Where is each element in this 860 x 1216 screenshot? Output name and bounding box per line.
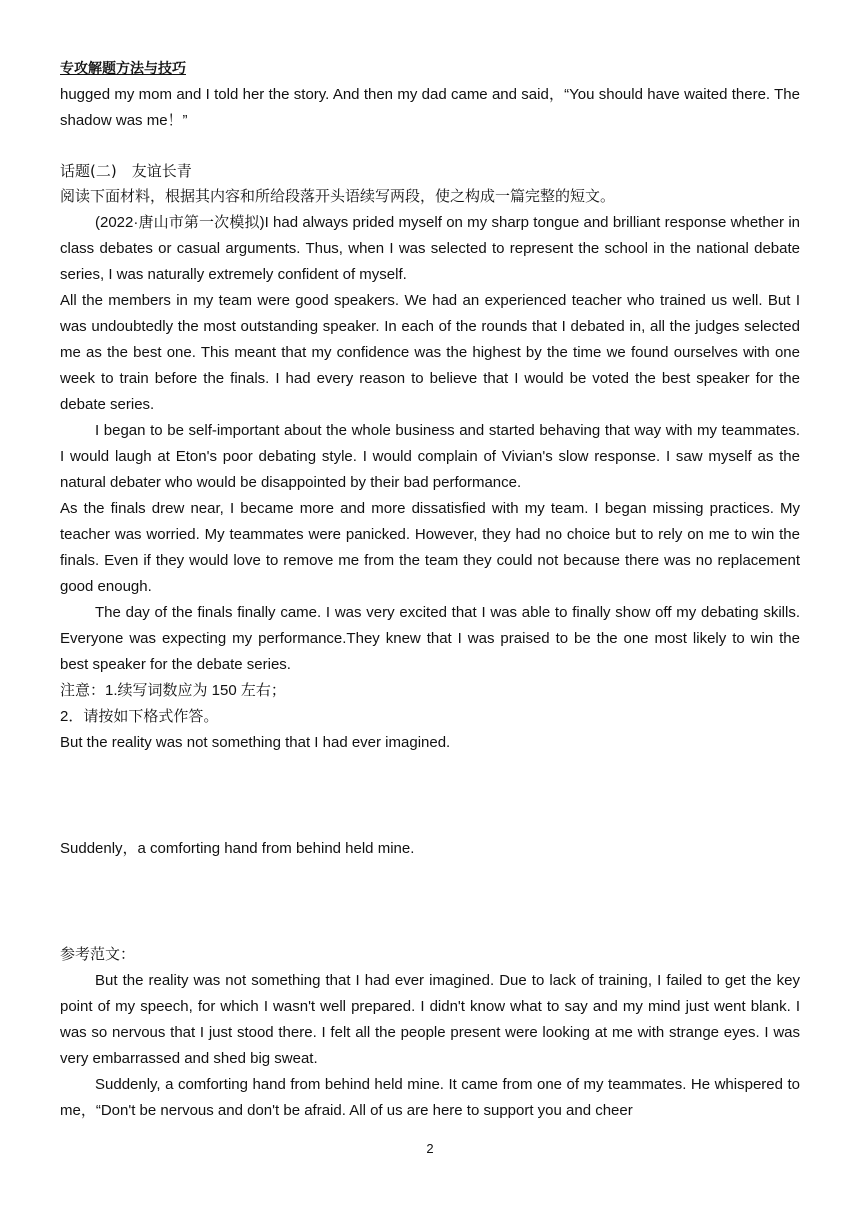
intro-continuation-paragraph: hugged my mom and I told her the story. And then my dad came and said，“You should have waited there. The shadow was me！”: [60, 86, 800, 129]
topic-heading: 话题(二) 友谊长青: [60, 162, 192, 180]
continuation-prompt-2: Suddenly，a comforting hand from behind held mine.: [60, 840, 415, 857]
page-content: [60, 56, 800, 1124]
page-number: 2: [426, 1141, 434, 1156]
passage-paragraph-3: I began to be self-important about the whole business and started behaving that way with my teammates. I would laugh at Eton's poor debating style. I would complain of Vivian's slow response. I saw myself as the natural debater who would be disappointed by their bad performance.: [60, 422, 800, 491]
passage-paragraph-4: As the finals drew near, I became more and more dissatisfied with my team. I began missing practices. My teacher was worried. My teammates were panicked. However, they had no choice but to rely on me to win the finals. Even if they would love to remove me from the team they could not because there was no replacement good enough.: [60, 500, 800, 595]
reference-paragraph-2: Suddenly, a comforting hand from behind held mine. It came from one of my teammates. He whispered to me，“Don't be nervous and don't be afraid. All of us are here to support you and cheer: [60, 1076, 800, 1119]
answer-space-1: [60, 756, 800, 836]
task-instruction: 阅读下面材料，根据其内容和所给段落开头语续写两段，使之构成一篇完整的短文。: [60, 188, 616, 205]
note-format: 2．请按如下格式作答。: [60, 708, 219, 725]
passage-paragraph-5: The day of the finals finally came. I was very excited that I was able to finally show off my debating skills. Everyone was expecting my performance.They knew that I was praised to be the one most likely to win the best speaker for the debate series.: [60, 604, 800, 673]
section-header: 专攻解题方法与技巧: [60, 60, 186, 76]
continuation-prompt-1: But the reality was not something that I had ever imagined.: [60, 734, 451, 751]
reference-title: 参考范文：: [60, 946, 136, 963]
passage-paragraph-2: All the members in my team were good speakers. We had an experienced teacher who trained us well. But I was undoubtedly the most outstanding speaker. In each of the rounds that I debated in, all the judges selected me as the best one. This meant that my confidence was the highest by the time we found ourselves with one week to train before the finals. I had every reason to believe that I would be voted the best speaker for the debate series.: [60, 292, 800, 413]
note-word-count: 注意：1.续写词数应为 150 左右；: [60, 682, 286, 699]
reference-paragraph-1: But the reality was not something that I had ever imagined. Due to lack of training, I failed to get the key point of my speech, for which I wasn't well prepared. I didn't know what to say and my mind just went blank. I was so nervous that I just stood there. I felt all the people present were looking at me with strange eyes. I was very embarrassed and shed big sweat.: [60, 972, 800, 1067]
passage-paragraph-1: (2022·唐山市第一次模拟)I had always prided myself on my sharp tongue and brilliant response whether in class debates or casual arguments. Thus, when I was selected to represent the school in the national debate series, I was naturally extremely confident of myself.: [60, 214, 800, 283]
answer-space-2: [60, 862, 800, 942]
